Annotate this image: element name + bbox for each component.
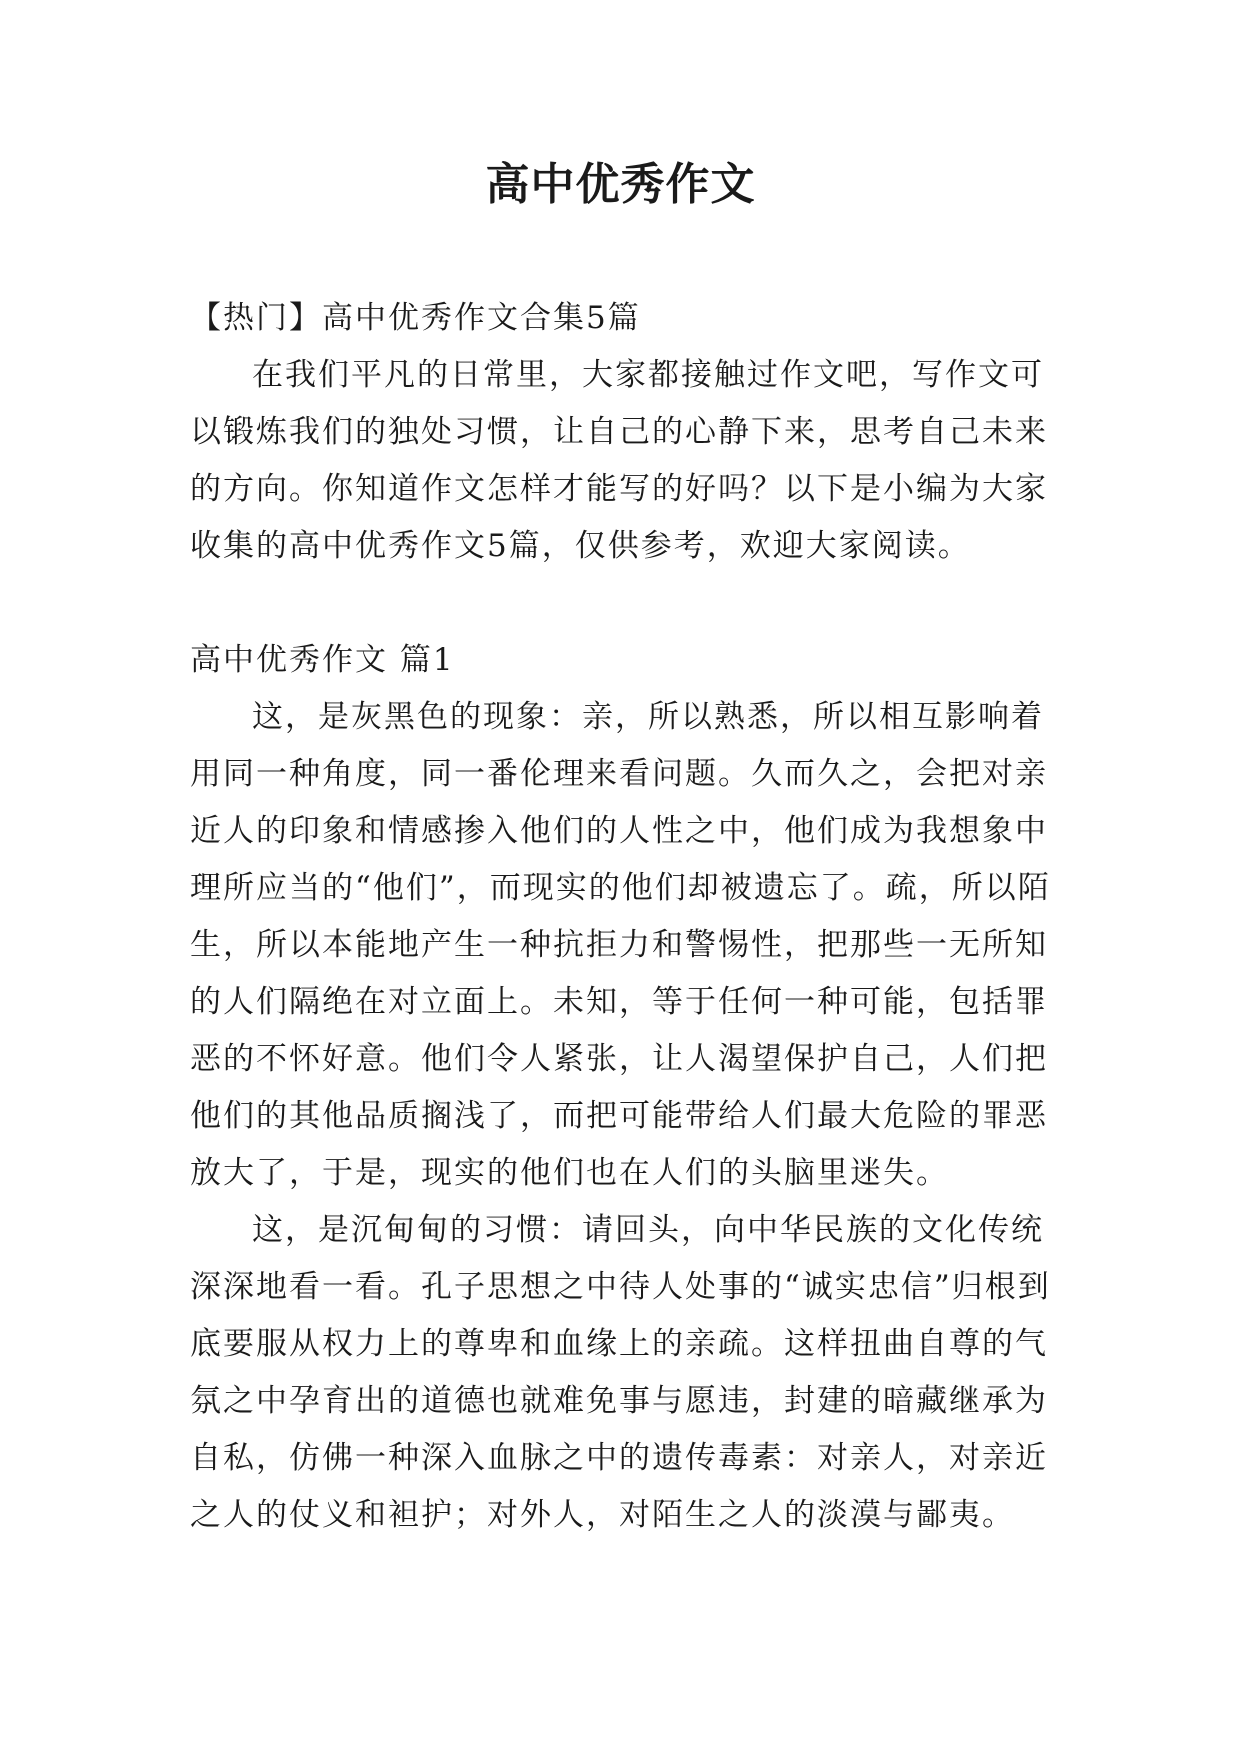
section-spacer [190, 575, 1060, 632]
document-subtitle: 【热门】高中优秀作文合集5篇 [190, 300, 641, 336]
body-paragraph: 这，是灰黑色的现象：亲，所以熟悉，所以相互影响着用同一种角度，同一番伦理来看问题。久而久之，会把对亲近人的印象和情感掺入他们的人性之中，他们成为我想象中理所应当的“他们”，而现实的他们却被遗忘了。疏，所以陌生，所以本能地产生一种抗拒力和警惕性，把那些一无所知的人们隔绝在对立面上。未知，等于任何一种可能，包括罪恶的不怀好意。他们令人紧张，让人渴望保护自己，人们把他们的其他品质搁浅了，而把可能带给人们最大危险的罪恶放大了，于是，现实的他们也在人们的头脑里迷失。 [190, 699, 1051, 1191]
document-title: 高中优秀作文 [485, 159, 756, 210]
document-body [190, 290, 1060, 1544]
intro-paragraph: 在我们平凡的日常里，大家都接触过作文吧，写作文可以锻炼我们的独处习惯，让自己的心静下来，思考自己未来的方向。你知道作文怎样才能写的好吗？以下是小编为大家收集的高中优秀作文5篇，仅供参考，欢迎大家阅读。 [190, 357, 1048, 564]
section-heading: 高中优秀作文 篇1 [190, 642, 455, 678]
body-paragraph: 这，是沉甸甸的习惯：请回头，向中华民族的文化传统深深地看一看。孔子思想之中待人处事的“诚实忠信”归根到底要服从权力上的尊卑和血缘上的亲疏。这样扭曲自尊的气氛之中孕育出的道德也就难免事与愿违，封建的暗藏继承为自私，仿佛一种深入血脉之中的遗传毒素：对亲人，对亲近之人的仗义和袒护；对外人，对陌生之人的淡漠与鄙夷。 [190, 1212, 1051, 1533]
